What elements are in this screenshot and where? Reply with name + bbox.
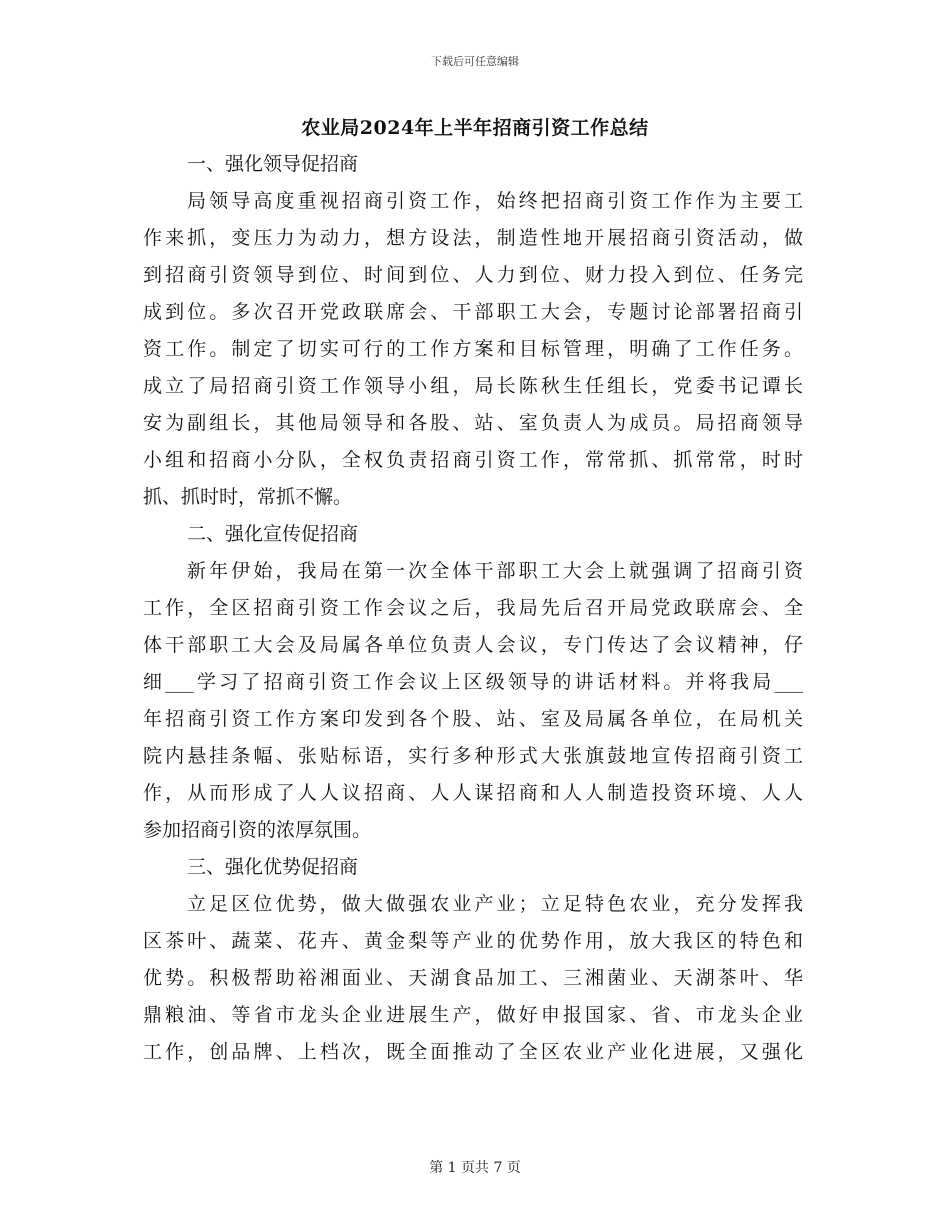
paragraph-line: 鼎粮油、等省市龙头企业进展生产，做好申报国家、省、市龙头企业 <box>143 1004 803 1026</box>
section-heading-2: 二、强化宣传促招商 <box>187 523 359 545</box>
paragraph-line: 新年伊始，我局在第一次全体干部职工大会上就强调了招商引资 <box>187 560 803 582</box>
document-title: 农业局2024年上半年招商引资工作总结 <box>301 117 649 139</box>
paragraph-line: 资工作。制定了切实可行的工作方案和目标管理，明确了工作任务。 <box>143 338 803 360</box>
paragraph-line: 工作，创品牌、上档次，既全面推动了全区农业产业化进展，又强化 <box>143 1041 803 1063</box>
paragraph-line: 到招商引资领导到位、时间到位、人力到位、财力投入到位、任务完 <box>143 264 803 286</box>
paragraph-line: 小组和招商小分队，全权负责招商引资工作，常常抓、抓常常，时时 <box>143 449 803 471</box>
paragraph-line: 安为副组长，其他局领导和各股、站、室负责人为成员。局招商领导 <box>143 412 803 434</box>
header-note: 下载后可任意编辑 <box>431 55 519 68</box>
paragraph-line: 立足区位优势，做大做强农业产业；立足特色农业，充分发挥我 <box>187 893 803 915</box>
paragraph-line: 年招商引资工作方案印发到各个股、站、室及局属各单位，在局机关 <box>143 708 803 730</box>
paragraph-line: 优势。积极帮助裕湘面业、天湖食品加工、三湘菌业、天湖茶叶、华 <box>143 967 803 989</box>
paragraph-line: 作，从而形成了人人议招商、人人谋招商和人人制造投资环境、人人 <box>143 782 803 804</box>
paragraph-line: 成立了局招商引资工作领导小组，局长陈秋生任组长，党委书记谭长 <box>143 375 803 397</box>
paragraph-line: 抓、抓时时，常抓不懈。 <box>143 486 353 508</box>
paragraph-line: 参加招商引资的浓厚氛围。 <box>143 819 372 841</box>
paragraph-line: 成到位。多次召开党政联席会、干部职工大会，专题讨论部署招商引 <box>143 301 803 323</box>
paragraph-line: 院内悬挂条幅、张贴标语，实行多种形式大张旗鼓地宣传招商引资工 <box>143 745 803 767</box>
section-heading-3: 三、强化优势促招商 <box>187 856 359 878</box>
paragraph-line: 体干部职工大会及局属各单位负责人会议，专门传达了会议精神，仔 <box>143 634 803 656</box>
section-heading-1: 一、强化领导促招商 <box>187 153 359 175</box>
paragraph-line: 细___学习了招商引资工作会议上区级领导的讲话材料。并将我局___ <box>143 671 803 693</box>
page-footer: 第 1 页共 7 页 <box>429 1160 521 1176</box>
paragraph-line: 局领导高度重视招商引资工作，始终把招商引资工作作为主要工 <box>187 190 803 212</box>
document-body <box>143 146 803 1071</box>
paragraph-line: 区茶叶、蔬菜、花卉、黄金梨等产业的优势作用，放大我区的特色和 <box>143 930 803 952</box>
paragraph-line: 工作，全区招商引资工作会议之后，我局先后召开局党政联席会、全 <box>143 597 803 619</box>
paragraph-line: 作来抓，变压力为动力，想方设法，制造性地开展招商引资活动，做 <box>143 227 803 249</box>
